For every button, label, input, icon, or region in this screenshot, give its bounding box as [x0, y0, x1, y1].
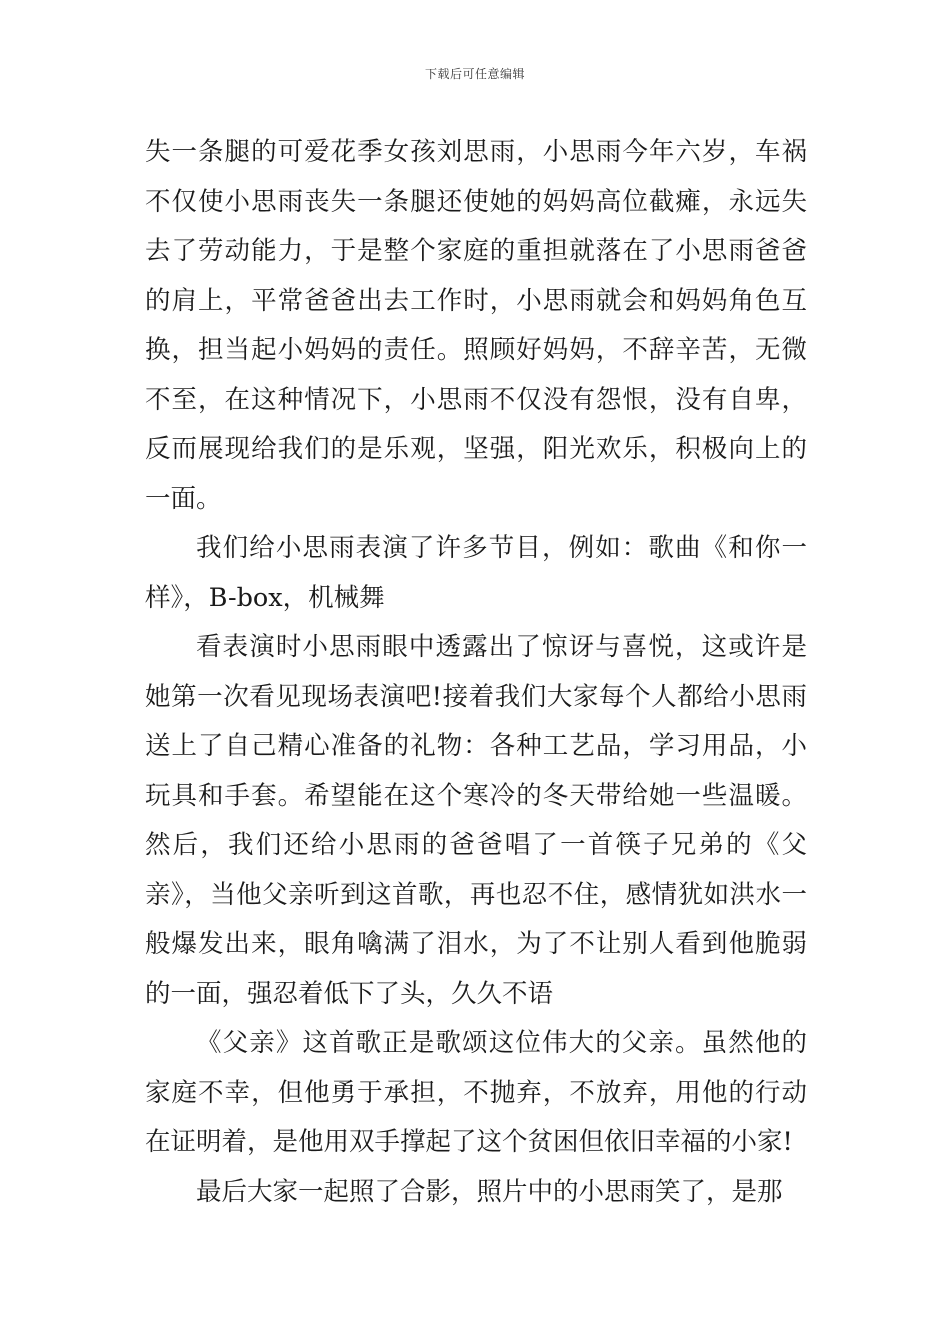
paragraph-4: 《父亲》这首歌正是歌颂这位伟大的父亲。虽然他的家庭不幸，但他勇于承担，不抛弃，不放弃，用他的行动在证明着，是他用双手撑起了这个贫困但依旧幸福的小家!: [145, 1028, 807, 1157]
paragraph-3: 看表演时小思雨眼中透露出了惊讶与喜悦，这或许是她第一次看见现场表演吧!接着我们大家每个人都给小思雨送上了自己精心准备的礼物：各种工艺品，学习用品，小玩具和手套。希望能在这个寒冷的冬天带给她一些温暖。然后，我们还给小思雨的爸爸唱了一首筷子兄弟的《父亲》，当他父亲听到这首歌，再也忍不住，感情犹如洪水一般爆发出来，眼角噙满了泪水，为了不让别人看到他脆弱的一面，强忍着低下了头，久久不语: [145, 632, 807, 1009]
paragraph-1: 失一条腿的可爱花季女孩刘思雨，小思雨今年六岁，车祸不仅使小思雨丧失一条腿还使她的妈妈高位截瘫，永远失去了劳动能力，于是整个家庭的重担就落在了小思雨爸爸的肩上，平常爸爸出去工作时，小思雨就会和妈妈角色互换，担当起小妈妈的责任。照顾好妈妈，不辞辛苦，无微不至，在这种情况下，小思雨不仅没有怨恨，没有自卑，反而展现给我们的是乐观，坚强，阳光欢乐，积极向上的一面。: [145, 137, 807, 514]
page-header: 下载后可任意编辑: [424, 67, 525, 81]
paragraph-2: 我们给小思雨表演了许多节目，例如：歌曲《和你一样》，B-box，机械舞: [145, 533, 807, 613]
document-body: [145, 128, 807, 1217]
paragraph-5: 最后大家一起照了合影，照片中的小思雨笑了，是那: [196, 1176, 783, 1207]
